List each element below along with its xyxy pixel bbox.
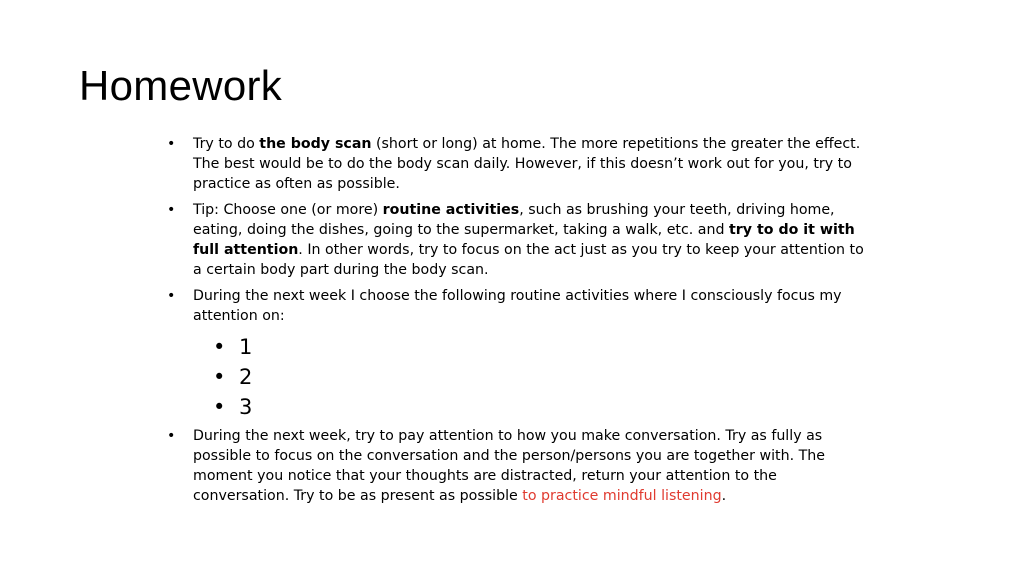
bullet-text — [193, 202, 864, 278]
bullet-text-pre: During the next week, try to pay attention to how you make conversation. Try as fully as possible to focus on the conversation and the person/persons you are together with. The moment you notice that your thoughts are distracted, return your attention to the conversation. Try to be as present as possible — [193, 428, 825, 504]
bullet-text-highlight: to practice mindful listening — [522, 488, 722, 504]
activity-sublist — [165, 332, 865, 422]
bullet-dot-icon: • — [213, 335, 226, 359]
bullet-dot-icon: • — [167, 428, 176, 444]
bullet-dot-icon: • — [167, 288, 176, 304]
bullet-item-mindful-listening — [165, 426, 865, 506]
bullet-text-mid: , such as brushing your teeth, driving home, eating, doing the dishes, going to the supermarket, taking a walk, etc. and — [193, 202, 835, 238]
bullet-text-bold: the body scan — [259, 136, 372, 152]
bullet-text-pre: Try to do — [193, 136, 260, 152]
bullet-item-next-week-activities — [165, 286, 865, 326]
bullet-text-post: . In other words, try to focus on the act just as you try to keep your attention to a certain body part during the body scan. — [193, 242, 864, 278]
bullet-text-bold: routine activities — [382, 202, 520, 218]
bullet-dot-icon: • — [167, 136, 176, 152]
bullet-text-post: . — [721, 488, 727, 504]
sublist-item-label: 1 — [239, 335, 253, 359]
bullet-text-bold: try to do it with full attention — [193, 222, 855, 258]
bullet-list — [165, 134, 865, 512]
sublist-item-label: 2 — [239, 365, 253, 389]
bullet-dot-icon: • — [167, 202, 176, 218]
bullet-text-pre: Tip: Choose one (or more) — [193, 202, 383, 218]
sublist-item-label: 3 — [239, 395, 253, 419]
bullet-text-post: (short or long) at home. The more repetitions the greater the effect. The best would be to do the body scan daily. However, if this doesn’t work out for you, try to practice as often as possible. — [193, 136, 861, 192]
bullet-item-routine-activities — [165, 200, 865, 280]
bullet-text — [193, 428, 825, 504]
bullet-dot-icon: • — [213, 365, 226, 389]
sublist-item — [213, 362, 865, 392]
sublist-item — [213, 392, 865, 422]
bullet-dot-icon: • — [213, 395, 226, 419]
bullet-item-body-scan — [165, 134, 865, 194]
bullet-text — [193, 136, 860, 192]
slide-title: Homework — [79, 62, 283, 109]
bullet-text: During the next week I choose the following routine activities where I consciously focus my attention on: — [193, 288, 842, 324]
sublist-item — [213, 332, 865, 362]
